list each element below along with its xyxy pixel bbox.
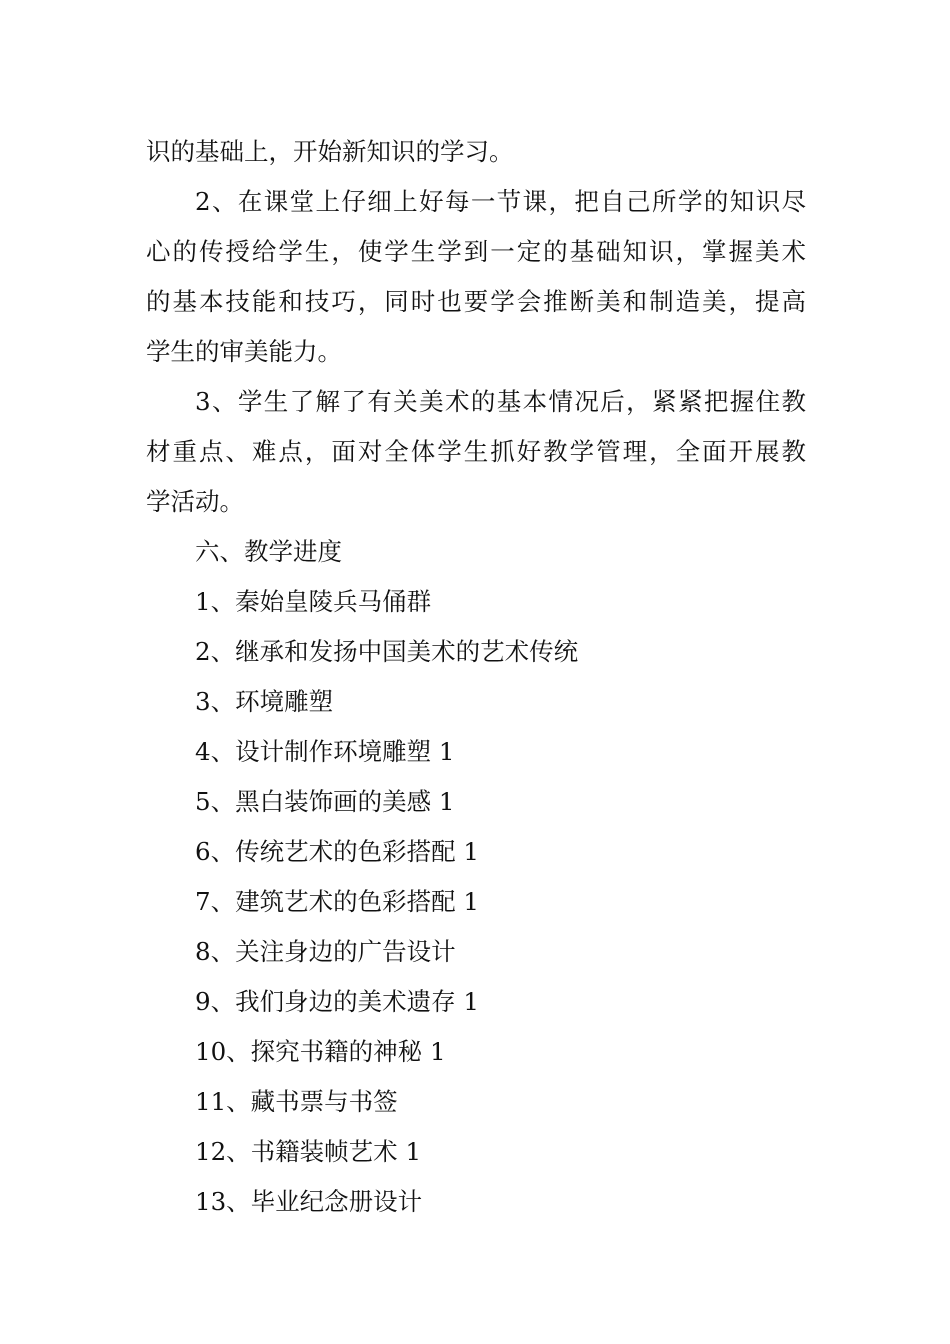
- schedule-list: [146, 577, 806, 1227]
- list-item: 1、秦始皇陵兵马俑群: [195, 587, 432, 616]
- list-item: 7、建筑艺术的色彩搭配 1: [195, 887, 479, 916]
- text-line: 的基本技能和技巧，同时也要学会推断美和制造美，提高: [146, 287, 806, 316]
- text-line: 材重点、难点，面对全体学生抓好教学管理，全面开展教: [146, 437, 806, 466]
- list-item: 12、书籍装帧艺术 1: [195, 1137, 422, 1166]
- paragraph-item-2: [146, 177, 806, 377]
- list-item: 3、环境雕塑: [195, 687, 334, 716]
- text-line: 识的基础上，开始新知识的学习。: [146, 137, 514, 166]
- list-item: 5、黑白装饰画的美感 1: [195, 787, 455, 816]
- paragraph-continuation: [146, 127, 806, 177]
- text-line: 学生的审美能力。: [146, 337, 342, 366]
- list-item: 8、关注身边的广告设计: [195, 937, 456, 966]
- document-body: [146, 127, 806, 1227]
- list-item: 11、藏书票与书签: [195, 1087, 398, 1116]
- text-line: 学活动。: [146, 487, 244, 516]
- list-item: 2、继承和发扬中国美术的艺术传统: [195, 637, 579, 666]
- paragraph-item-3: [146, 377, 806, 527]
- text-line: 心的传授给学生，使学生学到一定的基础知识，掌握美术: [146, 237, 806, 266]
- list-item: 4、设计制作环境雕塑 1: [195, 737, 455, 766]
- list-item: 9、我们身边的美术遗存 1: [195, 987, 479, 1016]
- text-line: 2、在课堂上仔细上好每一节课，把自己所学的知识尽: [195, 187, 806, 216]
- list-item: 6、传统艺术的色彩搭配 1: [195, 837, 479, 866]
- list-item: 10、探究书籍的神秘 1: [195, 1037, 446, 1066]
- list-item: 13、毕业纪念册设计: [195, 1187, 423, 1216]
- text-line: 3、学生了解了有关美术的基本情况后，紧紧把握住教: [195, 387, 806, 416]
- section-heading: 六、教学进度: [195, 537, 342, 566]
